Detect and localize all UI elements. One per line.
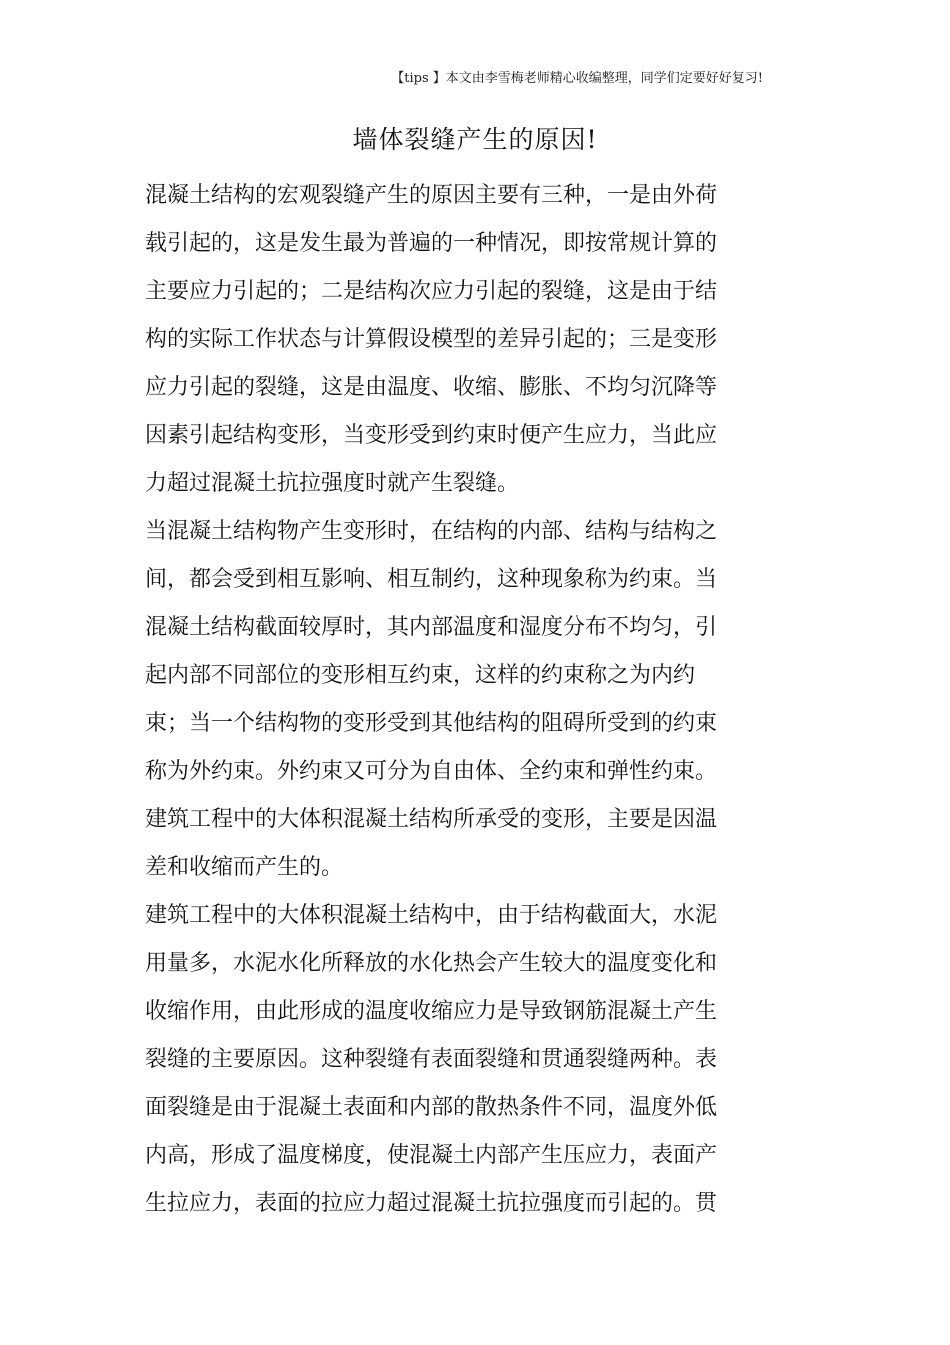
text-line: 力超过混凝土抗拉强度时就产生裂缝。 <box>145 471 520 496</box>
text-line: 生拉应力，表面的拉应力超过混凝土抗拉强度而引起的。贯 <box>145 1191 718 1216</box>
text-line: 混凝土结构的宏观裂缝产生的原因主要有三种，一是由外荷 <box>145 183 718 208</box>
text-line: 称为外约束。外约束又可分为自由体、全约束和弹性约束。 <box>145 759 718 784</box>
text-line: 建筑工程中的大体积混凝土结构所承受的变形，主要是因温 <box>145 807 718 832</box>
text-line: 束；当一个结构物的变形受到其他结构的阻碍所受到的约束 <box>145 711 718 736</box>
text-line: 主要应力引起的；二是结构次应力引起的裂缝，这是由于结 <box>145 279 718 304</box>
text-line: 应力引起的裂缝，这是由温度、收缩、膨胀、不均匀沉降等 <box>145 375 718 400</box>
text-line: 建筑工程中的大体积混凝土结构中，由于结构截面大，水泥 <box>145 903 718 928</box>
text-line: 构的实际工作状态与计算假设模型的差异引起的；三是变形 <box>145 327 718 352</box>
body-text <box>145 172 745 1228</box>
text-line: 当混凝土结构物产生变形时，在结构的内部、结构与结构之 <box>145 519 718 544</box>
header-note: 【tips 】本文由李雪梅老师精心收编整理，同学们定要好好复习! <box>391 71 763 86</box>
page-title: 墙体裂缝产生的原因! <box>352 125 598 154</box>
text-line: 因素引起结构变形，当变形受到约束时便产生应力，当此应 <box>145 423 718 448</box>
text-line: 面裂缝是由于混凝土表面和内部的散热条件不同，温度外低 <box>145 1095 718 1120</box>
text-line: 收缩作用，由此形成的温度收缩应力是导致钢筋混凝土产生 <box>145 999 718 1024</box>
text-line: 用量多，水泥水化所释放的水化热会产生较大的温度变化和 <box>145 951 718 976</box>
text-line: 内高，形成了温度梯度，使混凝土内部产生压应力，表面产 <box>145 1143 718 1168</box>
text-line: 载引起的，这是发生最为普遍的一种情况，即按常规计算的 <box>145 231 718 256</box>
text-line: 裂缝的主要原因。这种裂缝有表面裂缝和贯通裂缝两种。表 <box>145 1047 718 1072</box>
text-line: 起内部不同部位的变形相互约束，这样的约束称之为内约 <box>145 663 696 688</box>
text-line: 间，都会受到相互影响、相互制约，这种现象称为约束。当 <box>145 567 718 592</box>
text-line: 差和收缩而产生的。 <box>145 855 344 880</box>
text-line: 混凝土结构截面较厚时，其内部温度和湿度分布不均匀，引 <box>145 615 718 640</box>
